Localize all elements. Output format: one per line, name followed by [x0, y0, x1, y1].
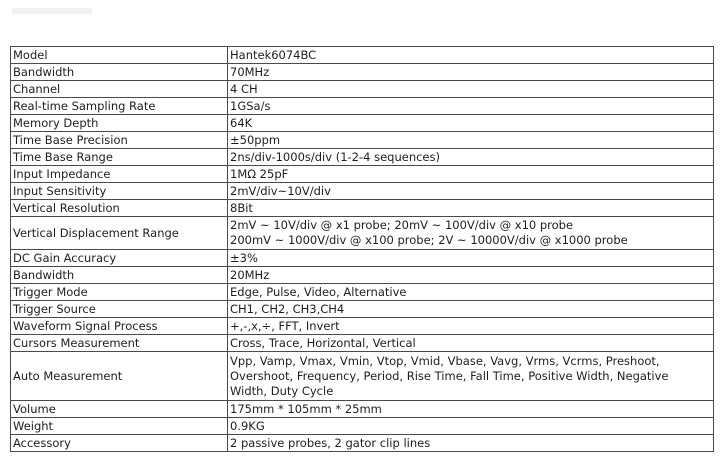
spec-value-line: 4 CH	[230, 81, 258, 96]
table-row	[11, 335, 714, 352]
table-row	[11, 132, 714, 149]
spec-value-line: ±50ppm	[230, 132, 281, 147]
spec-label: Vertical Displacement Range	[11, 217, 228, 250]
table-row	[11, 418, 714, 435]
spec-label: Channel	[11, 81, 228, 98]
spec-value	[228, 267, 714, 284]
spec-value	[228, 149, 714, 166]
table-row	[11, 301, 714, 318]
spec-label: Trigger Mode	[11, 284, 228, 301]
spec-value	[228, 200, 714, 217]
spec-label: Input Sensitivity	[11, 183, 228, 200]
spec-label: Model	[11, 47, 228, 64]
spec-label: Time Base Range	[11, 149, 228, 166]
table-row	[11, 267, 714, 284]
spec-value-line: 2ns/div-1000s/div (1-2-4 sequences)	[230, 149, 440, 164]
table-row	[11, 81, 714, 98]
spec-value-line: 200mV ~ 1000V/div @ x100 probe; 2V ~ 10000V/div @ x1000 probe	[230, 233, 628, 247]
spec-value	[228, 335, 714, 352]
spec-label: DC Gain Accuracy	[11, 250, 228, 267]
table-row	[11, 149, 714, 166]
spec-label: Real-time Sampling Rate	[11, 98, 228, 115]
spec-value	[228, 81, 714, 98]
spec-table	[10, 46, 714, 452]
table-row	[11, 435, 714, 452]
spec-value-line: Hantek6074BC	[230, 47, 317, 62]
spec-label: Volume	[11, 401, 228, 418]
spec-label: Time Base Precision	[11, 132, 228, 149]
table-row	[11, 47, 714, 64]
header-strip	[0, 0, 727, 30]
spec-value	[228, 318, 714, 335]
spec-value-line: 2mV ~ 10V/div @ x1 probe; 20mV ~ 100V/div @ x10 probe	[230, 218, 574, 232]
spec-label: Bandwidth	[11, 267, 228, 284]
spec-value	[228, 47, 714, 64]
table-row	[11, 64, 714, 81]
spec-value	[228, 166, 714, 183]
spec-value-line: ±3%	[230, 250, 258, 265]
spec-label: Vertical Resolution	[11, 200, 228, 217]
spec-value	[228, 115, 714, 132]
table-row	[11, 183, 714, 200]
spec-label: Bandwidth	[11, 64, 228, 81]
table-row	[11, 217, 714, 250]
spec-label: Input Impedance	[11, 166, 228, 183]
spec-value	[228, 250, 714, 267]
table-row	[11, 115, 714, 132]
spec-value	[228, 401, 714, 418]
table-row	[11, 98, 714, 115]
spec-value	[228, 217, 714, 250]
table-row	[11, 318, 714, 335]
spec-label: Trigger Source	[11, 301, 228, 318]
spec-value	[228, 132, 714, 149]
spec-value-line: 1MΩ 25pF	[230, 166, 289, 181]
header-smudge	[12, 8, 92, 14]
spec-value-line: 0.9KG	[230, 418, 265, 433]
spec-value-line: 8Bit	[230, 200, 253, 215]
spec-value	[228, 301, 714, 318]
spec-value	[228, 98, 714, 115]
table-row	[11, 401, 714, 418]
spec-value-line: Cross, Trace, Horizontal, Vertical	[230, 335, 416, 350]
spec-label: Cursors Measurement	[11, 335, 228, 352]
spec-label: Accessory	[11, 435, 228, 452]
spec-value-line: Vpp, Vamp, Vmax, Vmin, Vtop, Vmid, Vbase, Vavg, Vrms, Vcrms, Preshoot,	[230, 353, 660, 368]
spec-value	[228, 352, 714, 401]
spec-value-line: Edge, Pulse, Video, Alternative	[230, 284, 407, 299]
spec-value	[228, 64, 714, 81]
spec-value-line: 20MHz	[230, 267, 270, 282]
table-row	[11, 200, 714, 217]
spec-value	[228, 183, 714, 200]
spec-value-line: 64K	[230, 115, 253, 130]
spec-value-line: 70MHz	[230, 64, 270, 79]
table-row	[11, 166, 714, 183]
spec-value-line: Overshoot, Frequency, Period, Rise Time, Fall Time, Positive Width, Negative	[230, 368, 669, 383]
spec-value-line: CH1, CH2, CH3,CH4	[230, 301, 345, 316]
spec-value-line: 175mm * 105mm * 25mm	[230, 401, 382, 416]
spec-table-body	[11, 47, 714, 452]
table-row	[11, 284, 714, 301]
spec-label: Auto Measurement	[11, 352, 228, 401]
table-row	[11, 250, 714, 267]
spec-value	[228, 284, 714, 301]
spec-label: Memory Depth	[11, 115, 228, 132]
spec-label: Waveform Signal Process	[11, 318, 228, 335]
spec-value	[228, 435, 714, 452]
spec-value-line: 2mV/div~10V/div	[230, 183, 331, 198]
spec-value-line: 2 passive probes, 2 gator clip lines	[230, 435, 431, 450]
spec-value-line: 1GSa/s	[230, 98, 271, 113]
spec-value-line: Width, Duty Cycle	[230, 383, 334, 398]
spec-value-line: +,-,x,÷, FFT, Invert	[230, 318, 340, 333]
table-row	[11, 352, 714, 401]
spec-value	[228, 418, 714, 435]
spec-label: Weight	[11, 418, 228, 435]
